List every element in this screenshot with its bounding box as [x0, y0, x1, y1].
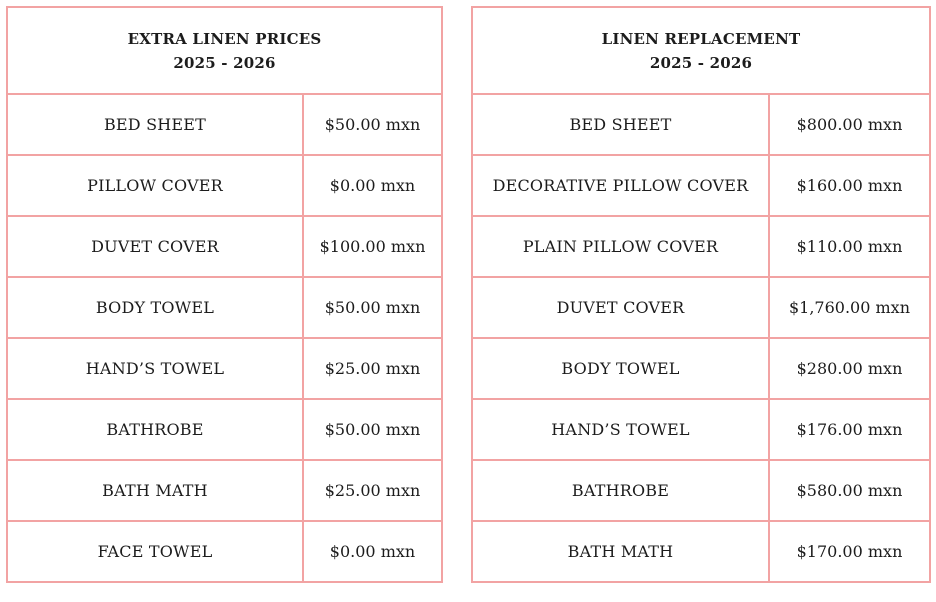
table-row [472, 155, 930, 216]
table-row [7, 94, 442, 155]
item-price: $110.00 mxn [769, 216, 930, 277]
table-row [7, 216, 442, 277]
item-price: $25.00 mxn [303, 338, 442, 399]
item-name: DECORATIVE PILLOW COVER [472, 155, 769, 216]
linen-replacement-table [471, 6, 931, 583]
item-name: BED SHEET [472, 94, 769, 155]
table-row [7, 460, 442, 521]
table-row [7, 338, 442, 399]
item-price: $160.00 mxn [769, 155, 930, 216]
item-price: $50.00 mxn [303, 399, 442, 460]
extra-linen-header [7, 7, 442, 94]
item-name: PLAIN PILLOW COVER [472, 216, 769, 277]
item-name: HAND’S TOWEL [7, 338, 303, 399]
item-price: $170.00 mxn [769, 521, 930, 582]
table-row [472, 216, 930, 277]
table-row [7, 155, 442, 216]
item-name: BODY TOWEL [7, 277, 303, 338]
table-row [472, 94, 930, 155]
item-price: $50.00 mxn [303, 277, 442, 338]
item-name: BED SHEET [7, 94, 303, 155]
table-row [7, 277, 442, 338]
item-name: BATH MATH [7, 460, 303, 521]
extra-linen-period: 2025 - 2026 [173, 53, 276, 72]
item-name: BATH MATH [472, 521, 769, 582]
extra-linen-title: EXTRA LINEN PRICES [127, 29, 322, 48]
linen-replacement-header [472, 7, 930, 94]
item-name: BATHROBE [472, 460, 769, 521]
item-name: PILLOW COVER [7, 155, 303, 216]
linen-replacement-period: 2025 - 2026 [649, 53, 753, 72]
item-price: $280.00 mxn [769, 338, 930, 399]
item-name: FACE TOWEL [7, 521, 303, 582]
table-row [472, 277, 930, 338]
item-price: $1,760.00 mxn [769, 277, 930, 338]
table-row [472, 521, 930, 582]
item-price: $25.00 mxn [303, 460, 442, 521]
item-price: $50.00 mxn [303, 94, 442, 155]
item-price: $0.00 mxn [303, 155, 442, 216]
item-price: $580.00 mxn [769, 460, 930, 521]
table-header-row [7, 7, 442, 94]
linen-replacement-title: LINEN REPLACEMENT [601, 29, 801, 48]
item-price: $0.00 mxn [303, 521, 442, 582]
table-row [7, 399, 442, 460]
table-header-row [472, 7, 930, 94]
item-name: DUVET COVER [7, 216, 303, 277]
table-row [472, 338, 930, 399]
item-price: $176.00 mxn [769, 399, 930, 460]
extra-linen-prices-table [6, 6, 443, 583]
table-row [7, 521, 442, 582]
table-row [472, 460, 930, 521]
item-name: DUVET COVER [472, 277, 769, 338]
table-row [472, 399, 930, 460]
item-name: BODY TOWEL [472, 338, 769, 399]
item-name: BATHROBE [7, 399, 303, 460]
item-price: $100.00 mxn [303, 216, 442, 277]
item-name: HAND’S TOWEL [472, 399, 769, 460]
item-price: $800.00 mxn [769, 94, 930, 155]
